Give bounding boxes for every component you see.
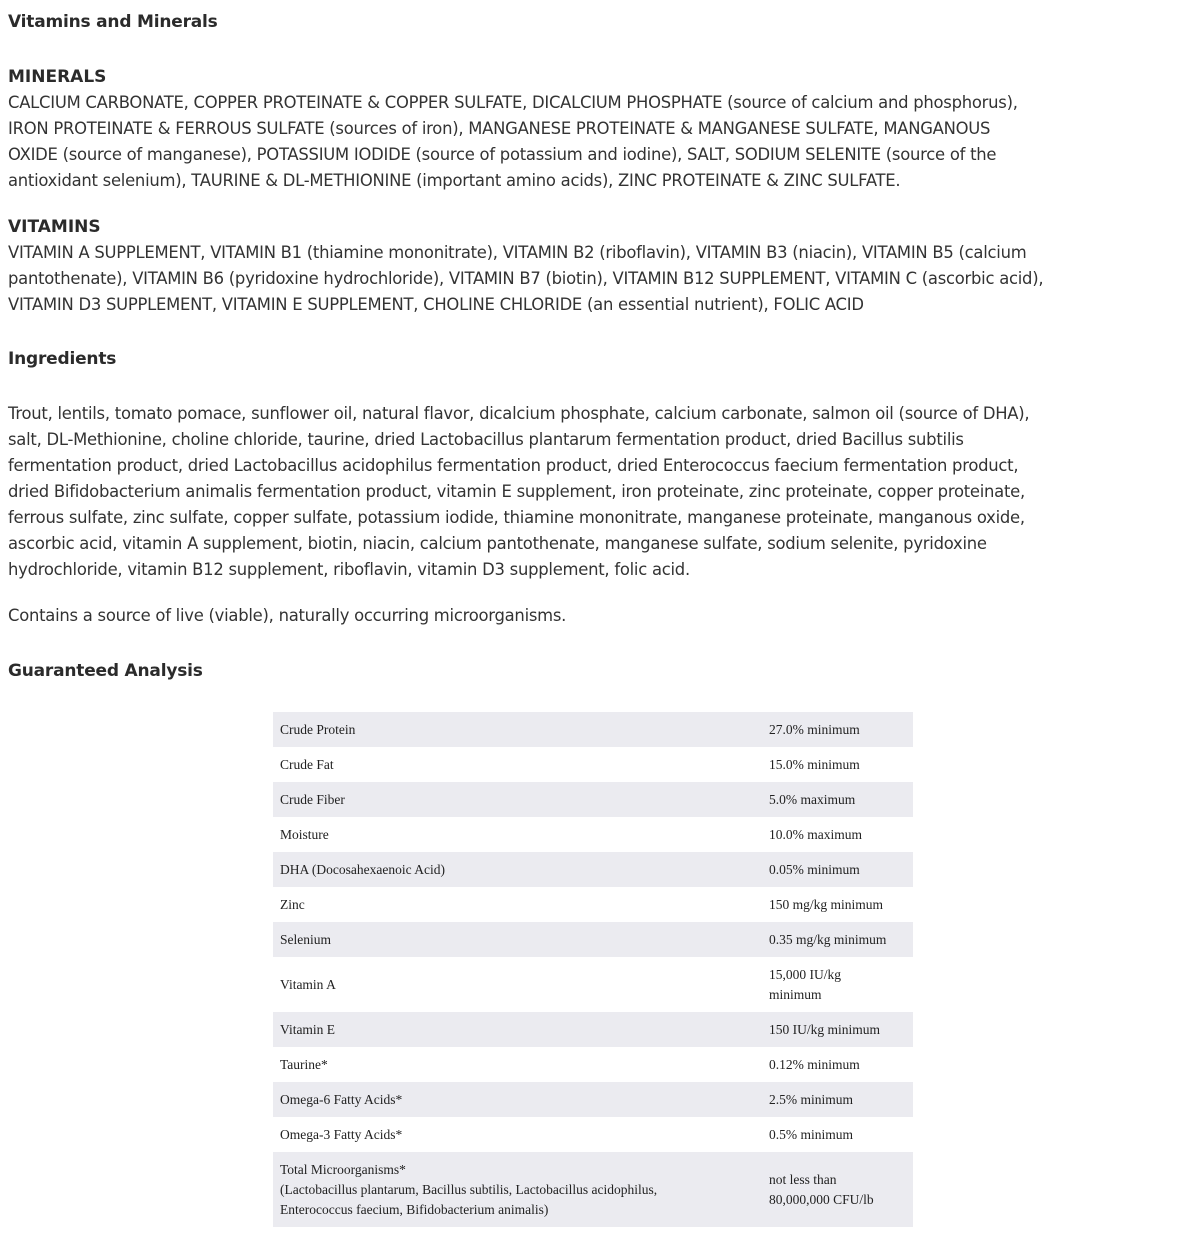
minerals-line: antioxidant selenium), TAURINE & DL-METHIONINE (important amino acids), ZINC PROTEINATE & ZINC SULFATE. xyxy=(8,171,901,190)
nutrient-value-line: not less than xyxy=(769,1171,837,1187)
nutrient-value: 15.0% minimum xyxy=(762,747,913,782)
microorganisms-note: Contains a source of live (viable), naturally occurring microorganisms. xyxy=(8,606,567,625)
vitamins-line: pantothenate), VITAMIN B6 (pyridoxine hydrochloride), VITAMIN B7 (biotin), VITAMIN B12 SUPPLEMENT, VITAMIN C (ascorbic acid), xyxy=(8,269,1044,288)
nutrient-value: 0.35 mg/kg minimum xyxy=(762,922,913,957)
ingredients-line: salt, DL-Methionine, choline chloride, taurine, dried Lactobacillus plantarum fermentation product, dried Bacillus subtilis xyxy=(8,430,964,449)
nutrient-value: 5.0% maximum xyxy=(762,782,913,817)
table-row xyxy=(273,782,913,817)
nutrient-name-line: (Lactobacillus plantarum, Bacillus subtilis, Lactobacillus acidophilus, xyxy=(280,1181,658,1197)
vitamins-line: VITAMIN A SUPPLEMENT, VITAMIN B1 (thiamine mononitrate), VITAMIN B2 (riboflavin), VITAMIN B3 (niacin), VITAMIN B5 (calcium xyxy=(8,243,1027,262)
nutrient-name-line: Total Microorganisms* xyxy=(280,1161,406,1177)
ingredients-line: ferrous sulfate, zinc sulfate, copper sulfate, potassium iodide, thiamine mononitrate, manganese proteinate, manganous oxide, xyxy=(8,508,1025,527)
table-row xyxy=(273,887,913,922)
nutrient-name: Moisture xyxy=(273,817,762,852)
ingredients-line: dried Bifidobacterium animalis fermentation product, vitamin E supplement, iron proteinate, zinc proteinate, copper proteinate, xyxy=(8,482,1025,501)
ingredients-line: ascorbic acid, vitamin A supplement, biotin, niacin, calcium pantothenate, manganese sulfate, sodium selenite, pyridoxine xyxy=(8,534,987,553)
nutrient-name: Selenium xyxy=(273,922,762,957)
nutrient-value: 0.05% minimum xyxy=(762,852,913,887)
minerals-heading: MINERALS xyxy=(8,67,107,87)
table-row xyxy=(273,1152,913,1227)
nutrient-value xyxy=(762,1152,913,1227)
table-row xyxy=(273,922,913,957)
nutrient-name: Omega-3 Fatty Acids* xyxy=(273,1117,762,1152)
vitamins-line: VITAMIN D3 SUPPLEMENT, VITAMIN E SUPPLEMENT, CHOLINE CHLORIDE (an essential nutrient), FOLIC ACID xyxy=(8,295,864,314)
nutrient-value xyxy=(762,957,913,1012)
nutrient-value: 2.5% minimum xyxy=(762,1082,913,1117)
minerals-line: OXIDE (source of manganese), POTASSIUM IODIDE (source of potassium and iodine), SALT, SODIUM SELENITE (source of the xyxy=(8,145,997,164)
nutrient-value-line: 15,000 IU/kg xyxy=(769,966,841,982)
nutrient-name: Crude Fiber xyxy=(273,782,762,817)
minerals-text xyxy=(8,90,1192,194)
nutrient-value: 150 mg/kg minimum xyxy=(762,887,913,922)
ingredients-line: fermentation product, dried Lactobacillus acidophilus fermentation product, dried Enterococcus faecium fermentation product, xyxy=(8,456,1019,475)
nutrient-value: 10.0% maximum xyxy=(762,817,913,852)
table-row xyxy=(273,1082,913,1117)
nutrient-name: Vitamin A xyxy=(273,957,762,1012)
nutrient-name: Omega-6 Fatty Acids* xyxy=(273,1082,762,1117)
ingredients-title: Ingredients xyxy=(8,349,117,369)
vitamins-text xyxy=(8,240,1192,318)
nutrient-name: Zinc xyxy=(273,887,762,922)
ingredients-line: Trout, lentils, tomato pomace, sunflower oil, natural flavor, dicalcium phosphate, calcium carbonate, salmon oil (source of DHA), xyxy=(8,404,1030,423)
nutrient-name: Crude Protein xyxy=(273,712,762,747)
nutrient-value: 150 IU/kg minimum xyxy=(762,1012,913,1047)
ingredients-text xyxy=(8,401,1192,583)
vitamins-minerals-title: Vitamins and Minerals xyxy=(8,12,218,32)
nutrient-name: Vitamin E xyxy=(273,1012,762,1047)
table-row xyxy=(273,1047,913,1082)
guaranteed-analysis-title: Guaranteed Analysis xyxy=(8,661,203,681)
nutrient-value: 27.0% minimum xyxy=(762,712,913,747)
nutrient-name: Taurine* xyxy=(273,1047,762,1082)
nutrient-name: DHA (Docosahexaenoic Acid) xyxy=(273,852,762,887)
minerals-line: CALCIUM CARBONATE, COPPER PROTEINATE & COPPER SULFATE, DICALCIUM PHOSPHATE (source of calcium and phosphorus), xyxy=(8,93,1018,112)
nutrient-value-line: 80,000,000 CFU/lb xyxy=(769,1191,874,1207)
table-row xyxy=(273,1117,913,1152)
table-row xyxy=(273,712,913,747)
ingredients-line: hydrochloride, vitamin B12 supplement, riboflavin, vitamin D3 supplement, folic acid. xyxy=(8,560,690,579)
table-row xyxy=(273,852,913,887)
table-row xyxy=(273,817,913,852)
nutrient-value: 0.12% minimum xyxy=(762,1047,913,1082)
nutrient-value: 0.5% minimum xyxy=(762,1117,913,1152)
guaranteed-analysis-table xyxy=(273,712,913,1227)
nutrient-name xyxy=(273,1152,762,1227)
minerals-line: IRON PROTEINATE & FERROUS SULFATE (sources of iron), MANGANESE PROTEINATE & MANGANESE SULFATE, MANGANOUS xyxy=(8,119,991,138)
nutrient-name: Crude Fat xyxy=(273,747,762,782)
table-row xyxy=(273,1012,913,1047)
nutrient-value-line: minimum xyxy=(769,986,822,1002)
table-row xyxy=(273,747,913,782)
table-row xyxy=(273,957,913,1012)
nutrient-name-line: Enterococcus faecium, Bifidobacterium animalis) xyxy=(280,1201,549,1217)
vitamins-heading: VITAMINS xyxy=(8,217,101,237)
